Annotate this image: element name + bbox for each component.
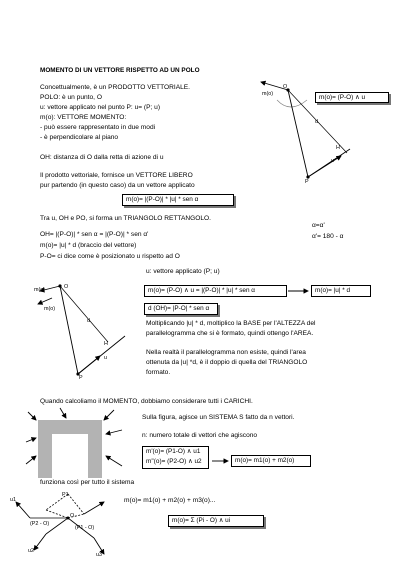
moment-sum-text: m(o)= m1(o) + m2(o) + m3(o)...	[124, 497, 216, 504]
fig1-label-o: O	[283, 84, 288, 90]
formula-box-cross-product: m(o)= (P-O) ∧ u	[315, 92, 389, 103]
triangle-text: Tra u, OH e PO, si forma un TRIANGOLO RETTANGOLO.	[40, 215, 211, 222]
partial-moment-1: m'(o)= (P1-O) ∧ u1	[146, 448, 201, 455]
oh-line-3: P-O= ci dice come è posizionato u rispetto ad O	[40, 253, 180, 260]
fig2-label-o: O	[64, 284, 69, 290]
n-vectors-text: n: numero totale di vettori che agiscono	[142, 432, 258, 439]
product-line-2: pur partendo (in questo caso) da un vettore applicato	[40, 182, 195, 189]
formula-box-sum: m(o)= m1(o) + m2(o)	[231, 455, 311, 467]
fig3-label-o: O	[70, 513, 75, 519]
fig3-label-u2: u2	[28, 548, 34, 554]
oh-line-1: OH= |(P-O)| * sen α = |(P-O)| * sen α'	[40, 231, 149, 238]
intro-line-3: u: vettore applicato nel punto P: u= (P; u)	[40, 104, 161, 111]
carichi-text: Quando calcoliamo il MOMENTO, dobbiamo considerare tutti i CARICHI.	[40, 398, 253, 405]
oh-line-2: m(o)= |u| * d (braccio del vettore)	[40, 242, 137, 249]
fig3-label-p1o: (P1 - O)	[75, 525, 95, 531]
fig1-label-u: u	[331, 158, 334, 164]
fig2-label-mo-2: m(o)	[44, 306, 56, 312]
arrow-to-sum	[212, 457, 232, 465]
distance-definition: OH: distanza di O dalla retta di azione di u	[40, 154, 164, 161]
intro-line-1: Concettualmente, è un PRODOTTO VETTORIALE.	[40, 84, 191, 91]
fig2-label-mo-1: m(o)	[34, 287, 46, 293]
fig1-label-h: H	[336, 145, 340, 151]
angle-equation-1: α=α'	[312, 222, 325, 229]
fig1-label-p: P	[305, 179, 309, 185]
funzione-text: funziona così per tutto il sistema	[40, 479, 135, 486]
fig3-label-u1: u1	[10, 497, 16, 503]
formula-box-magnitude: m(o)= |(P-O)| * |u| * sen α	[122, 194, 234, 206]
moment-diagram-middle	[30, 276, 145, 386]
area-line-5: ottenuta da |u| *d, è il doppio di quella del TRIANGOLO	[146, 359, 308, 366]
fig2-label-p: P	[79, 375, 83, 381]
area-line-2: parallelogramma che si è formato, quindi ottengo l'AREA.	[146, 330, 314, 337]
arrow-to-result	[288, 287, 312, 295]
formula-box-distance: d (OH)= |P-O| * sen α	[144, 303, 218, 315]
intro-line-6: - è perpendicolare al piano	[40, 134, 119, 141]
partial-moment-2: m''(o)= (P2-O) ∧ u2	[146, 458, 202, 465]
system-text: Sulla figura, agisce un SISTEMA S fatto da n vettori.	[142, 414, 295, 421]
area-line-4: Nella realtà il parallelogramma non esiste, quindi l'area	[146, 349, 306, 356]
applied-vector-text: u: vettore applicato (P; u)	[146, 268, 220, 275]
fig3-label-p2o: (P2 - O)	[30, 521, 50, 527]
fig1-label-mo: m(o)	[262, 91, 274, 97]
angle-equation-2: α'= 180 - α	[312, 233, 344, 240]
intro-line-2: POLO: è un punto, O	[40, 94, 102, 101]
fig2-label-h: H	[104, 341, 108, 347]
fig2-label-u: u	[104, 355, 107, 361]
product-line-1: Il prodotto vettoriale, fornisce un VETTORE LIBERO	[40, 172, 193, 179]
fig1-label-d: d	[315, 119, 318, 125]
formula-box-expanded: m(o)= (P-O) ∧ u = |(P-O)| * |u| * sen α	[144, 285, 287, 297]
area-line-1: Moltiplicando |u| * d, moltiplico la BASE per l'ALTEZZA del	[146, 320, 316, 327]
page-title: MOMENTO DI UN VETTORE RISPETTO AD UN POLO	[40, 67, 200, 74]
fig3-label-p1: P1	[62, 492, 69, 498]
intro-line-5: - può essere rappresentato in due modi	[40, 124, 156, 131]
formula-box-total: m(o)= Σ (Pi - O) ∧ ui	[168, 515, 264, 527]
fig3-label-u3: u3	[96, 552, 102, 558]
area-line-6: formato.	[146, 369, 171, 376]
formula-box-partial-moments	[142, 446, 209, 469]
portal-frame-diagram	[22, 406, 135, 486]
intro-line-4: m(o): VETTORE MOMENTO:	[40, 114, 127, 121]
formula-box-result: m(o)= |u| * d	[311, 285, 371, 297]
fig2-label-d: d	[87, 318, 90, 324]
